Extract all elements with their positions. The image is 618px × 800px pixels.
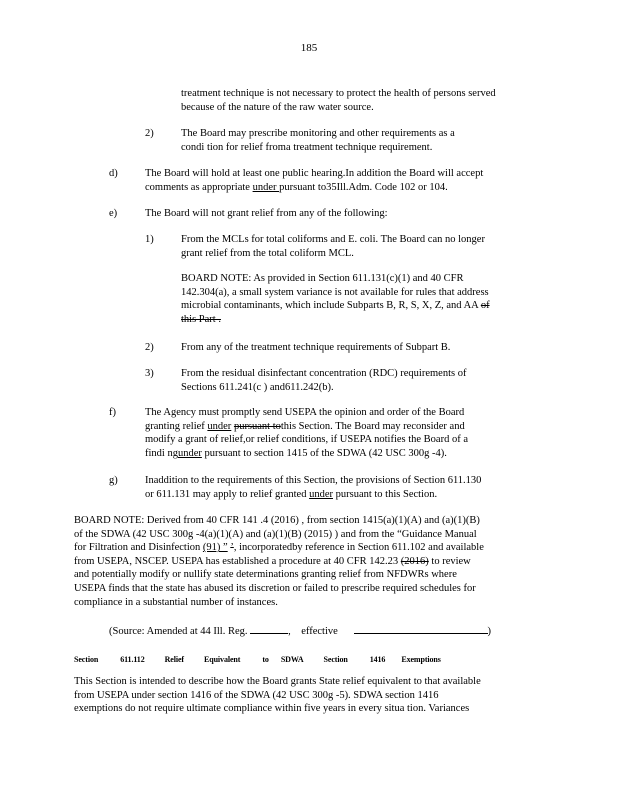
text-line: Inaddition to the requirements of this Section, the provisions of Section 611.130 (145, 475, 482, 486)
text-span: ) (487, 626, 492, 637)
text-span: this Section. The Board may reconsider and (280, 420, 465, 432)
text-line (145, 488, 530, 502)
text-span: from USEPA, NSCEP. USEPA has established a procedure at 40 CFR 142.23 (74, 555, 401, 567)
inserted-text: under (309, 488, 333, 500)
text-line (74, 541, 544, 555)
inserted-text: under (177, 447, 202, 459)
text-line (109, 623, 509, 639)
deleted-text: (2016) (400, 555, 429, 567)
section-heading-number: 611.112 (120, 655, 145, 664)
text-line: BOARD NOTE: As provided in Section 611.131(c)(1) and 40 CFR (181, 273, 464, 284)
item-e3-text (181, 367, 511, 394)
text-span: (Source: Amended at 44 Ill. Reg. (109, 626, 248, 637)
text-line: The Board will hold at least one public hearing.In addition the Board will accept (145, 168, 484, 179)
item-e3-label: 3) (145, 368, 154, 379)
item-e2-text (181, 341, 501, 355)
deleted-text: ’ (230, 542, 234, 554)
text-line (145, 447, 525, 461)
text-line: of the SDWA (42 USC 300g -4(a)(1)(A) and (a)(1)(B) (2015) ) and from the “Guidance Manual (74, 528, 477, 540)
text-line: The Agency must promptly send USEPA the opinion and order of the Board (145, 407, 465, 418)
text-span: pursuant to this Section. (332, 488, 438, 500)
text-line: from USEPA under section 1416 of the SDWA (42 USC 300g -5). SDWA section 1416 (74, 689, 439, 701)
section-heading-word: to (262, 655, 269, 664)
item-d-text (145, 167, 530, 194)
text-line: because of the nature of the raw water source. (181, 101, 374, 113)
section-heading-word: 1416 (369, 655, 386, 664)
page-number: 185 (300, 42, 318, 54)
item-e-label: e) (109, 208, 118, 219)
blank-line (354, 623, 488, 634)
item-e1-text (181, 233, 531, 260)
text-span: granting relief (145, 420, 208, 432)
text-line (181, 299, 536, 313)
section-heading-word: Section (74, 655, 99, 664)
text-span: , (288, 626, 291, 637)
section-body-text (74, 675, 544, 716)
item-g-text (145, 474, 530, 501)
blank-line (250, 623, 288, 634)
text-line: This Section is intended to describe how the Board grants State relief equivalent to that available (74, 676, 481, 687)
item-a1-continuation (181, 87, 539, 114)
item-a2-label: 2) (145, 128, 154, 139)
text-span: or 611.131 may apply to relief granted (145, 488, 310, 500)
deleted-text: pursuant to (233, 420, 281, 432)
section-heading-word: SDWA (280, 655, 304, 664)
deleted-text: this Part . (181, 313, 221, 325)
text-line: compliance in a substantial number of instances. (74, 596, 278, 608)
deleted-text: of (480, 300, 490, 312)
text-line (145, 181, 530, 195)
inserted-text: under (252, 181, 280, 193)
text-line: The Board will not grant relief from any of the following: (145, 208, 388, 219)
text-line (145, 420, 525, 434)
section-heading-word: Section (323, 655, 348, 664)
text-line: and potentially modify or nullify state determinations granting relief from NFDWRs where (74, 569, 457, 581)
item-e2-label: 2) (145, 342, 154, 353)
text-span: microbial contaminants, which include Subparts B, R, S, X, Z, and AA (181, 300, 481, 312)
text-line: From the residual disinfectant concentration (RDC) requirements of (181, 368, 467, 379)
text-line: modify a grant of relief,or relief conditions, if USEPA notifies the Board of a (145, 434, 468, 446)
board-note-e1 (181, 272, 536, 326)
section-heading (74, 653, 441, 667)
text-line: USEPA finds that the state has abused its discretion or failed to prescribe required schedules for (74, 582, 476, 594)
item-f-label: f) (109, 407, 116, 418)
text-line: The Board may prescribe monitoring and other requirements as a (181, 128, 455, 139)
text-span: pursuant to35Ill.Adm. Code 102 or 104. (279, 181, 448, 193)
text-span: to review (428, 555, 471, 567)
text-span: findi ng (145, 447, 178, 459)
text-line: From any of the treatment technique requirements of Subpart B. (181, 342, 451, 353)
board-note-main (74, 514, 544, 609)
text-line: BOARD NOTE: Derived from 40 CFR 141 .4 (2016) , from section 1415(a)(1)(A) and (a)(1)(B) (74, 515, 480, 526)
text-line: treatment technique is not necessary to protect the health of persons served (181, 88, 496, 99)
text-span: for Filtration and Disinfection (74, 542, 203, 554)
text-span: , incorporatedby reference in Section 611.102 and available (233, 542, 484, 554)
item-a2-text (181, 127, 501, 154)
text-line: Sections 611.241(c ) and611.242(b). (181, 381, 334, 393)
inserted-text: (91) ” (202, 542, 228, 554)
text-span: pursuant to section 1415 of the SDWA (42 USC 300g -4). (201, 447, 447, 459)
item-e-text (145, 207, 425, 221)
text-span: effective (301, 626, 338, 637)
text-line: grant relief from the total coliform MCL. (181, 247, 354, 259)
section-heading-word: Relief (164, 655, 184, 664)
section-heading-word: Equivalent (204, 655, 241, 664)
text-span: comments as appropriate (145, 181, 253, 193)
section-heading-word: Exemptions (401, 655, 441, 664)
item-f-text (145, 406, 525, 460)
text-line (74, 555, 544, 569)
item-e1-label: 1) (145, 234, 154, 245)
text-line: exemptions do not require ultimate compliance within five years in every situa tion. Variances (74, 703, 470, 715)
text-line: condi tion for relief froma treatment technique requirement. (181, 141, 433, 153)
source-note (109, 623, 509, 639)
inserted-text: under (207, 420, 232, 432)
item-g-label: g) (109, 475, 118, 486)
text-line: 142.304(a), a small system variance is not available for rules that address (181, 286, 489, 298)
item-d-label: d) (109, 168, 118, 179)
text-line: From the MCLs for total coliforms and E. coli. The Board can no longer (181, 234, 485, 245)
